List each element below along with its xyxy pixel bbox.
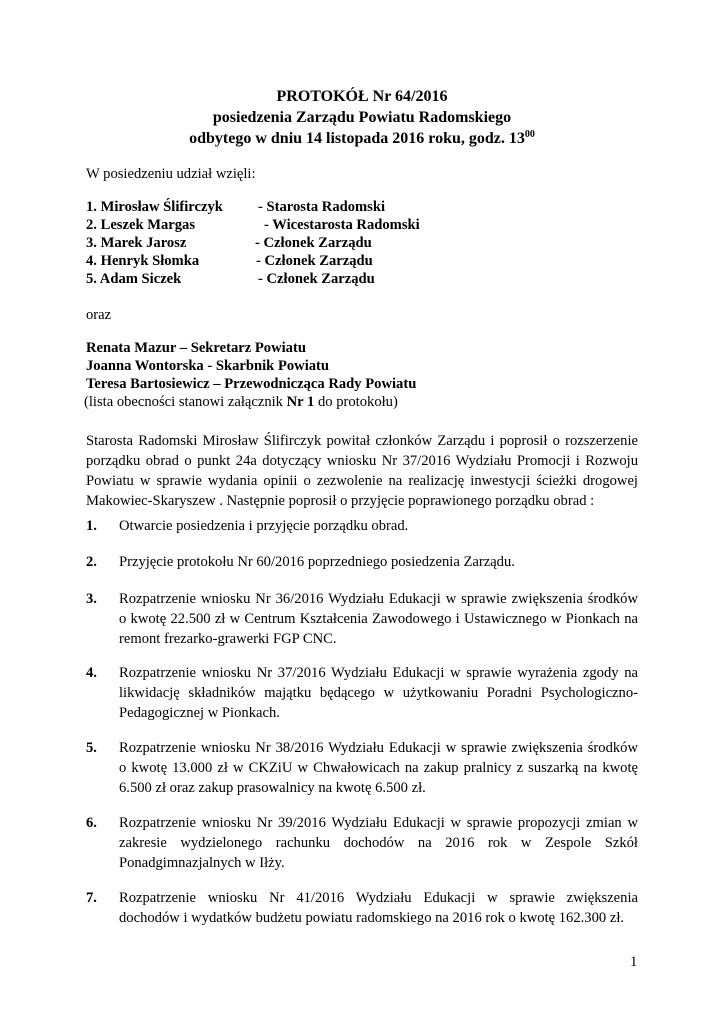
agenda-line: dochodów i wydatków budżetu powiatu radomskiego na 2016 rok o kwotę 162.300 zł.	[119, 910, 625, 926]
agenda-line: Pedagogicznej w Pionkach.	[119, 705, 280, 721]
agenda-line: o kwotę 13.000 zł w CKZiU w Chwałowicach na zakup pralnicy z suszarką na kwotę	[119, 760, 638, 776]
attendee-line: Joanna Wontorska - Skarbnik Powiatu	[86, 358, 330, 374]
agenda-number: 7.	[86, 890, 97, 906]
intro-paragraph	[86, 431, 638, 511]
member-name: 3. Marek Jarosz	[86, 235, 187, 251]
agenda-line: Rozpatrzenie wniosku Nr 39/2016 Wydziału Edukacji w sprawie propozycji zmian w	[119, 815, 638, 831]
attendee-line: Teresa Bartosiewicz – Przewodnicząca Rady Powiatu	[86, 376, 417, 392]
attendance-note-after: do protokołu)	[314, 394, 398, 410]
agenda-item	[119, 813, 638, 873]
agenda-item	[119, 552, 638, 572]
agenda-number: 3.	[86, 591, 97, 607]
paragraph-line: Starosta Radomski Mirosław Ślifirczyk powitał członków Zarządu i poprosił o rozszerzenie	[86, 433, 638, 449]
document-subtitle: posiedzenia Zarządu Powiatu Radomskiego	[212, 109, 512, 126]
member-role: - Wicestarosta Radomski	[264, 217, 420, 233]
meeting-time-minutes: 00	[524, 129, 535, 140]
attendance-note-before: (lista obecności stanowi załącznik	[84, 394, 287, 410]
agenda-line: Rozpatrzenie wniosku Nr 41/2016 Wydziału Edukacji w sprawie zwiększenia	[119, 890, 638, 906]
member-name: 4. Henryk Słomka	[86, 253, 200, 269]
paragraph-line: Powiatu w sprawie wydania opinii o zezwolenie na realizację inwestycji ścieżki drogowej	[86, 473, 638, 489]
member-name: 2. Leszek Margas	[86, 217, 196, 233]
agenda-line: likwidację składników majątku będącego w użytkowaniu Poradni Psychologiczno-	[119, 685, 638, 701]
agenda-item	[119, 738, 638, 798]
agenda-number: 6.	[86, 815, 97, 831]
attendee-line: Renata Mazur – Sekretarz Powiatu	[86, 340, 306, 356]
meeting-date-text: odbytego w dniu 14 listopada 2016 roku, godz. 13	[189, 130, 525, 147]
page-number: 1	[630, 954, 638, 970]
paragraph-line: Makowiec-Skaryszew . Następnie poprosił o przyjęcie poprawionego porządku obrad :	[86, 493, 595, 509]
document-title: PROTOKÓŁ Nr 64/2016	[276, 88, 448, 105]
oraz-label: oraz	[86, 307, 112, 323]
member-role: - Członek Zarządu	[258, 271, 375, 287]
agenda-line: Rozpatrzenie wniosku Nr 36/2016 Wydziału Edukacji w sprawie zwiększenia środków	[119, 591, 638, 607]
agenda-line: zakresie wydzielonego rachunku dochodów na 2016 rok w Zespole Szkół	[119, 835, 638, 851]
agenda-line: Rozpatrzenie wniosku Nr 37/2016 Wydziału Edukacji w sprawie wyrażenia zgody na	[119, 665, 638, 681]
agenda-line: Przyjęcie protokołu Nr 60/2016 poprzedniego posiedzenia Zarządu.	[119, 554, 515, 570]
attendance-intro: W posiedzeniu udział wzięli:	[86, 166, 256, 182]
attachment-number: Nr 1	[286, 394, 315, 410]
member-name: 5. Adam Siczek	[86, 271, 182, 287]
agenda-item	[119, 516, 638, 536]
agenda-number: 5.	[86, 740, 97, 756]
agenda-number: 1.	[86, 518, 97, 534]
attendance-note	[84, 393, 398, 411]
agenda-line: remont frezarko-grawerki FGP CNC.	[119, 631, 337, 647]
agenda-item	[119, 663, 638, 723]
meeting-date-line	[0, 129, 724, 148]
member-name: 1. Mirosław Ślifirczyk	[86, 199, 223, 215]
agenda-line: Rozpatrzenie wniosku Nr 38/2016 Wydziału Edukacji w sprawie zwiększenia środków	[119, 740, 638, 756]
agenda-item	[119, 589, 638, 649]
agenda-number: 2.	[86, 554, 97, 570]
agenda-item	[119, 888, 638, 928]
agenda-line: 6.500 zł oraz zakup prasowalnicy na kwotę 6.500 zł.	[119, 780, 426, 796]
member-role: - Członek Zarządu	[255, 235, 372, 251]
agenda-line: o kwotę 22.500 zł w Centrum Kształcenia Zawodowego i Ustawicznego w Pionkach na	[119, 611, 638, 627]
agenda-number: 4.	[86, 665, 97, 681]
paragraph-line: porządku obrad o punkt 24a dotyczący wniosku Nr 37/2016 Wydziału Promocji i Rozwoju	[86, 453, 638, 469]
member-role: - Członek Zarządu	[256, 253, 373, 269]
agenda-line: Ponadgimnazjalnych w Iłży.	[119, 855, 285, 871]
member-role: - Starosta Radomski	[258, 199, 386, 215]
agenda-line: Otwarcie posiedzenia i przyjęcie porządku obrad.	[119, 518, 409, 534]
